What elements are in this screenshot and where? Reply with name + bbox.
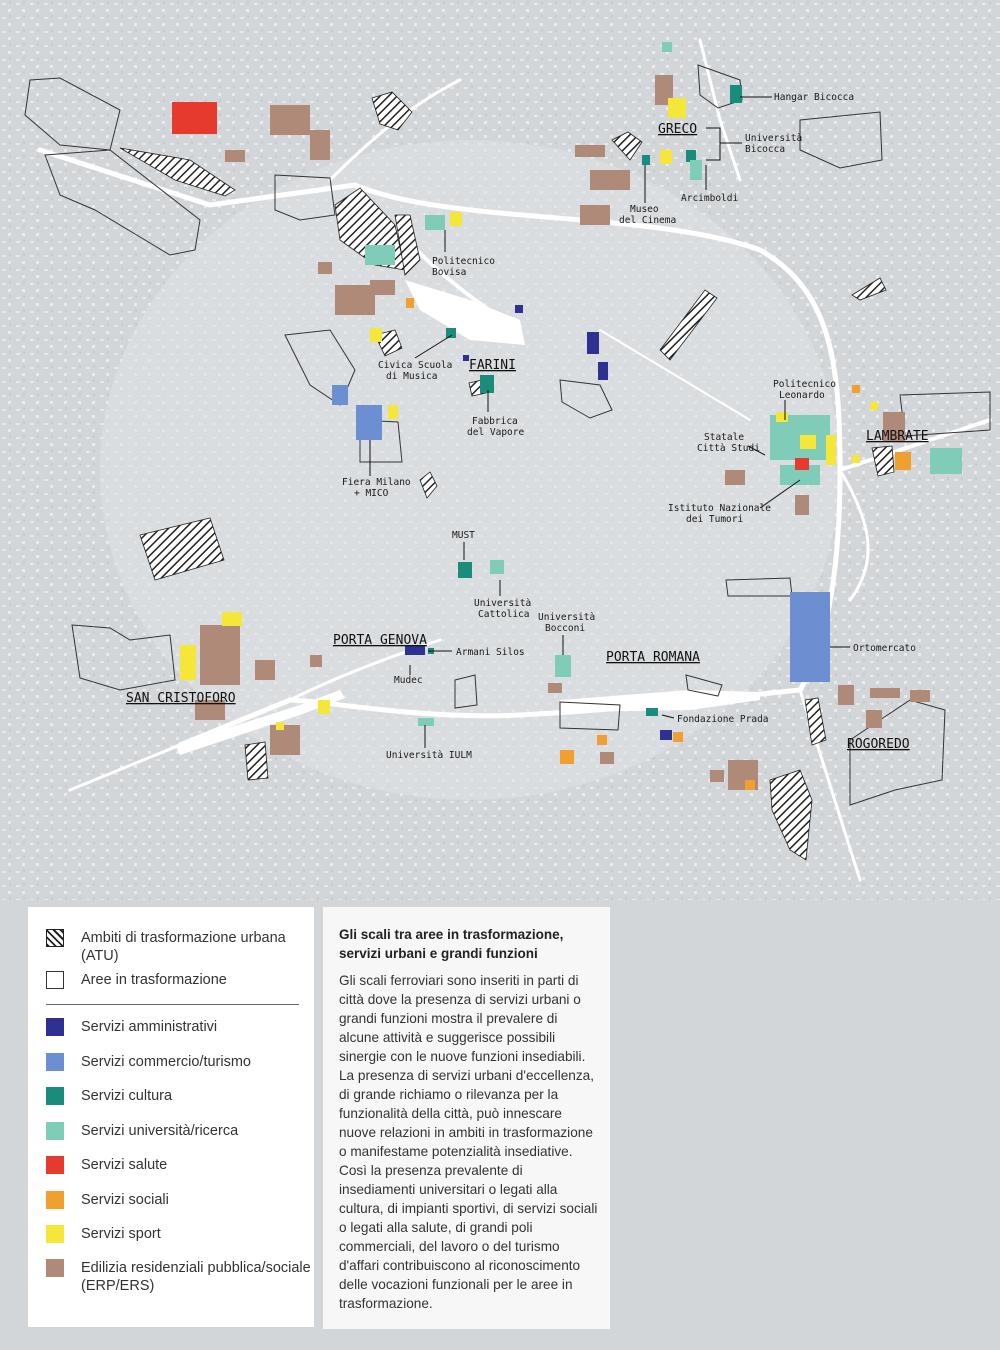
service-block-sport <box>870 402 878 410</box>
poi-civica-scuola-l1: Civica Scuola <box>378 360 453 371</box>
legend-label-sport: Servizi sport <box>81 1226 161 1242</box>
legend-label-amministrativi: Servizi amministrativi <box>81 1019 218 1035</box>
service-block-commercio <box>332 385 348 405</box>
service-block-cultura <box>646 708 658 716</box>
service-block-amministrativi <box>598 362 608 380</box>
service-block-erp <box>200 625 240 685</box>
service-block-sport <box>222 612 242 626</box>
service-block-erp <box>575 145 605 157</box>
service-block-commercio <box>790 592 830 682</box>
service-block-universita <box>418 718 434 726</box>
legend-swatch-salute <box>46 1156 64 1174</box>
poi-fondazione-prada: Fondazione Prada <box>677 714 769 725</box>
legend-swatch-sociali <box>46 1191 64 1209</box>
poi-bocconi-l2: Bocconi <box>545 623 586 634</box>
info-body: Gli scali ferroviari sono inseriti in parti di città dove la presenza di servizi urbani o grandi funzioni mostra il prevalere di alcune attività e suggerisce possibili sinergie con le nuove funzioni insediabili. La presenza di servizi urbani d'eccellenza, di grande richiamo o rilevanza per la funzionalità della città, può innescare nuove relazioni in ambiti in trasformazione o manifestame potenzialità insediative. Così la presenza prevalente di insediamenti universitari o legati alla cultura, di impianti sportivi, di servizi sociali o legati alla salute, di grandi poli commerciali, del lavoro o del turismo d'affari contribuiscono al riconoscimento delle vocazioni funzionali per le aree in trasformazione. <box>339 973 598 1311</box>
poi-istituto-tumori-l1: Istituto Nazionale <box>668 503 771 514</box>
poi-statale-l2: Città Studi <box>697 443 760 454</box>
legend-swatch-sport <box>46 1225 64 1243</box>
service-block-erp <box>225 150 245 162</box>
poi-fiera-milano-l2: + MICO <box>354 488 389 499</box>
service-block-erp <box>710 770 724 782</box>
service-block-sociali <box>745 780 755 790</box>
poi-fabbrica-vapore-l2: del Vapore <box>467 427 525 438</box>
service-block-erp <box>870 688 900 698</box>
service-block-erp <box>370 280 395 295</box>
service-block-sport <box>370 328 382 342</box>
service-block-salute <box>172 102 217 134</box>
service-block-erp <box>255 660 275 680</box>
poi-fabbrica-vapore-l1: Fabbrica <box>472 416 518 427</box>
station-label-porta-romana: PORTA ROMANA <box>606 650 700 665</box>
service-block-sport <box>388 405 398 419</box>
poi-museo-cinema-l2: del Cinema <box>619 215 677 226</box>
service-block-amministrativi <box>515 305 523 313</box>
legend-label-salute: Servizi salute <box>81 1157 168 1173</box>
service-block-erp <box>866 710 882 728</box>
legend-item-aree <box>46 971 311 989</box>
service-block-erp <box>600 752 614 764</box>
service-block-erp <box>838 685 854 705</box>
service-block-sociali <box>673 732 683 742</box>
poi-iulm: Università IULM <box>386 750 472 761</box>
service-block-universita <box>365 245 395 265</box>
service-block-erp <box>310 130 330 160</box>
legend-item-cultura <box>46 1087 311 1105</box>
service-block-sport <box>668 98 686 118</box>
legend-label-cultura: Servizi cultura <box>81 1088 173 1104</box>
service-block-cultura <box>730 85 742 103</box>
service-block-erp <box>580 205 610 225</box>
service-block-universita <box>555 655 571 677</box>
service-block-sport <box>776 412 788 422</box>
legend-item-salute <box>46 1156 311 1174</box>
poi-statale-l1: Statale <box>704 432 745 443</box>
legend-swatch-universita <box>46 1122 64 1140</box>
poi-museo-cinema-l1: Museo <box>630 204 659 215</box>
station-label-lambrate: LAMBRATE <box>866 429 929 444</box>
service-block-erp <box>590 170 630 190</box>
service-block-universita <box>930 448 962 474</box>
service-block-sport <box>800 435 816 449</box>
poi-hangar-bicocca: Hangar Bicocca <box>774 92 855 103</box>
service-block-sociali <box>852 385 860 393</box>
legend-item-amministrativi <box>46 1018 311 1036</box>
service-block-sport <box>852 455 860 463</box>
legend-item-atu <box>46 929 311 965</box>
service-block-erp <box>270 105 310 135</box>
poi-bocconi-l1: Università <box>538 612 596 623</box>
service-block-cultura <box>642 155 650 165</box>
info-box <box>323 907 610 1329</box>
service-block-cultura <box>480 375 494 393</box>
service-block-universita <box>690 160 702 180</box>
legend-label-erp: Edilizia residenziali pubblica/sociale (ERP/ERS) <box>81 1260 311 1294</box>
service-block-sport <box>450 212 462 226</box>
legend-swatch-commercio <box>46 1053 64 1071</box>
service-block-sociali <box>895 452 911 470</box>
service-block-sociali <box>406 298 414 308</box>
station-label-san-cristoforo: SAN CRISTOFORO <box>126 691 236 706</box>
legend-swatch-amministrativi <box>46 1018 64 1036</box>
service-block-cultura <box>446 328 456 338</box>
poi-arcimboldi: Arcimboldi <box>681 193 739 204</box>
poi-fiera-milano-l1: Fiera Milano <box>342 477 411 488</box>
legend-divider <box>46 1004 299 1005</box>
poi-politecnico-leonardo-l1: Politecnico <box>773 379 836 390</box>
poi-universita-bicocca-l1: Università <box>745 133 803 144</box>
service-block-sport <box>660 150 672 164</box>
poi-ortomercato: Ortomercato <box>853 643 916 654</box>
legend-label-atu: Ambiti di trasformazione urbana (ATU) <box>81 930 286 964</box>
info-title: Gli scali tra aree in trasformazione, servizi urbani e grandi funzioni <box>339 927 564 961</box>
service-block-sport <box>180 645 196 680</box>
service-block-sport <box>276 722 284 730</box>
poi-universita-bicocca-l2: Bicocca <box>745 144 786 155</box>
poi-politecnico-bovisa-l2: Bovisa <box>432 267 467 278</box>
legend-swatch-cultura <box>46 1087 64 1105</box>
service-block-sociali <box>597 735 607 745</box>
service-block-amministrativi <box>660 730 672 740</box>
service-block-erp <box>795 495 809 515</box>
poi-politecnico-bovisa-l1: Politecnico <box>432 256 495 267</box>
station-label-greco: GRECO <box>658 122 698 137</box>
service-block-salute <box>795 458 809 470</box>
legend-label-commercio: Servizi commercio/turismo <box>81 1054 251 1070</box>
legend-item-commercio <box>46 1053 311 1071</box>
poi-civica-scuola-l2: di Musica <box>386 371 438 382</box>
legend-item-erp <box>46 1259 311 1295</box>
legend-swatch-atu <box>46 929 64 947</box>
service-block-sport <box>318 700 330 714</box>
service-block-erp <box>270 725 300 755</box>
legend-swatch-erp <box>46 1259 64 1277</box>
legend-label-aree: Aree in trasformazione <box>81 972 227 988</box>
poi-politecnico-leonardo-l2: Leonardo <box>779 390 825 401</box>
station-label-rogoredo: ROGOREDO <box>847 737 910 752</box>
service-block-universita <box>490 560 504 574</box>
service-block-erp <box>548 683 562 693</box>
service-block-cultura <box>458 562 472 578</box>
service-block-sport <box>826 435 836 465</box>
legend-label-universita: Servizi università/ricerca <box>81 1123 239 1139</box>
legend-swatch-aree <box>46 971 64 989</box>
legend-item-sociali <box>46 1191 311 1209</box>
poi-mudec: Mudec <box>394 675 423 686</box>
poi-cattolica-l1: Università <box>474 598 532 609</box>
legend-item-sport <box>46 1225 311 1243</box>
station-label-farini: FARINI <box>469 358 516 373</box>
map-legend <box>28 907 314 1327</box>
legend-label-sociali: Servizi sociali <box>81 1192 169 1208</box>
legend-item-universita <box>46 1122 311 1140</box>
service-block-erp <box>910 690 930 702</box>
service-block-erp <box>318 262 332 274</box>
poi-must: MUST <box>452 530 475 541</box>
service-block-erp <box>310 655 322 667</box>
service-block-commercio <box>356 405 382 440</box>
poi-istituto-tumori-l2: dei Tumori <box>686 514 744 525</box>
service-block-sociali <box>560 750 574 764</box>
service-block-erp <box>335 285 375 315</box>
poi-cattolica-l2: Cattolica <box>478 609 530 620</box>
service-block-universita <box>425 215 445 230</box>
station-label-porta-genova: PORTA GENOVA <box>333 633 427 648</box>
service-block-erp <box>725 470 745 485</box>
service-block-universita <box>662 42 672 52</box>
service-block-amministrativi <box>587 332 599 354</box>
poi-armani-silos: Armani Silos <box>456 647 525 658</box>
